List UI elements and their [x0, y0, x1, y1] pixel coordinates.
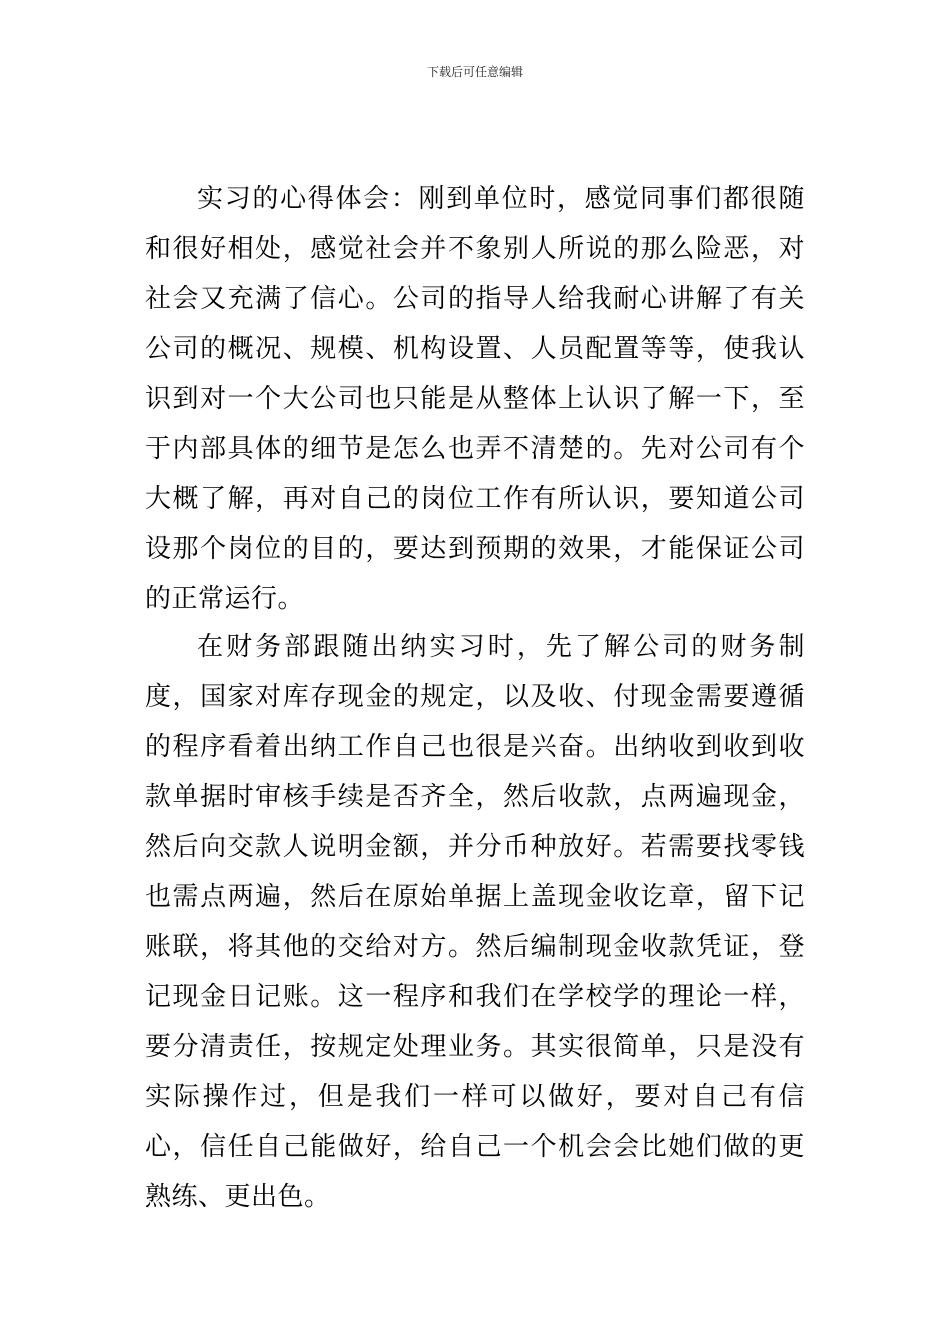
body-paragraph-1: 实习的心得体会：刚到单位时，感觉同事们都很随和很好相处，感觉社会并不象别人所说的那么险恶，对社会又充满了信心。公司的指导人给我耐心讲解了有关公司的概况、规模、机构设置、人员配置等等，使我认识到对一个大公司也只能是从整体上认识了解一下，至于内部具体的细节是怎么也弄不清楚的。先对公司有个大概了解，再对自己的岗位工作有所认识，要知道公司设那个岗位的目的，要达到预期的效果，才能保证公司的正常运行。	[145, 184, 805, 614]
page-header: 下载后可任意编辑	[426, 65, 523, 79]
body-paragraph-2: 在财务部跟随出纳实习时，先了解公司的财务制度，国家对库存现金的规定，以及收、付现金需要遵循的程序看着出纳工作自己也很是兴奋。出纳收到收到收款单据时审核手续是否齐全，然后收款，点两遍现金，然后向交款人说明金额，并分币种放好。若需要找零钱也需点两遍，然后在原始单据上盖现金收讫章，留下记账联，将其他的交给对方。然后编制现金收款凭证，登记现金日记账。这一程序和我们在学校学的理论一样，要分清责任，按规定处理业务。其实很简单，只是没有实际操作过，但是我们一样可以做好，要对自己有信心，信任自己能做好，给自己一个机会会比她们做的更熟练、更出色。	[145, 632, 805, 1212]
